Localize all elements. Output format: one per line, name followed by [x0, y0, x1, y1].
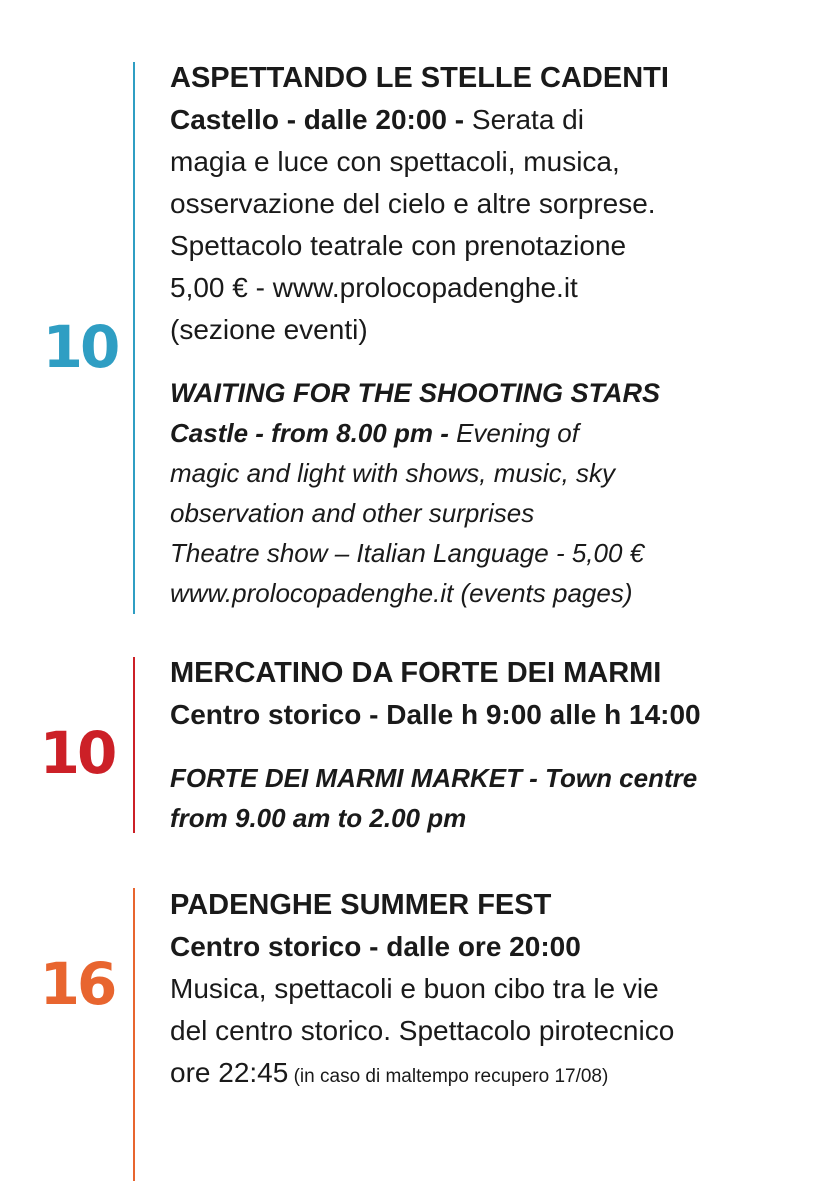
event-1-en-line: Theatre show – Italian Language - 5,00 € [170, 538, 645, 568]
event-3-title-it: PADENGHE SUMMER FEST [170, 889, 552, 921]
event-1-desc-it [170, 99, 810, 351]
event-1-title-en: WAITING FOR THE SHOOTING STARS [170, 378, 660, 408]
event-3-rule [133, 888, 135, 1181]
event-1-desc-en [170, 373, 810, 613]
event-2-subtitle-it: Centro storico - Dalle h 9:00 alle h 14:00 [170, 699, 701, 730]
event-1-en-line: Evening of [456, 418, 579, 448]
event-2-title-en: FORTE DEI MARMI MARKET [170, 763, 522, 793]
event-1-desc-line: (sezione eventi) [170, 314, 368, 345]
event-2-en-rest: - Town centre [521, 763, 698, 793]
event-1-en-line: www.prolocopadenghe.it (events pages) [170, 578, 633, 608]
event-2-day: 10 [39, 719, 115, 787]
event-1-desc-line: Spettacolo teatrale con prenotazione [170, 230, 627, 261]
event-2-title-it: MERCATINO DA FORTE DEI MARMI [170, 657, 662, 689]
event-3-day: 16 [39, 950, 115, 1018]
event-3-desc-line: Musica, spettacoli e buon cibo tra le vie [170, 973, 659, 1004]
event-3-desc-line: ore 22:45 [170, 1057, 289, 1088]
event-1-subtitle-en: Castle - from 8.00 pm - [170, 418, 457, 448]
event-1-desc-line: 5,00 € - www.prolocopadenghe.it [170, 272, 578, 303]
event-1-en-line: magic and light with shows, music, sky [170, 458, 616, 488]
event-3-desc-line: del centro storico. Spettacolo pirotecnico [170, 1015, 675, 1046]
event-2-desc-en [170, 758, 810, 838]
event-2-rule [133, 657, 135, 833]
event-3-desc-it [170, 968, 810, 1098]
event-1-desc-line: magia e luce con spettacoli, musica, [170, 146, 620, 177]
event-1-desc-line: osservazione del cielo e altre sorprese. [170, 188, 656, 219]
event-3-content [170, 884, 810, 1098]
event-3-note: (in caso di maltempo recupero 17/08) [288, 1066, 609, 1087]
event-2-content [170, 652, 810, 838]
event-1-content [170, 57, 810, 613]
event-1-day: 10 [42, 313, 118, 381]
event-2-en-line: from 9.00 am to 2.00 pm [170, 803, 467, 833]
event-1-desc-line: Serata di [471, 104, 584, 135]
event-1-subtitle-it: Castello - dalle 20:00 - [170, 104, 472, 135]
event-3-subtitle-it: Centro storico - dalle ore 20:00 [170, 931, 581, 962]
event-1-title-it: ASPETTANDO LE STELLE CADENTI [170, 62, 669, 94]
event-1-en-line: observation and other surprises [170, 498, 535, 528]
